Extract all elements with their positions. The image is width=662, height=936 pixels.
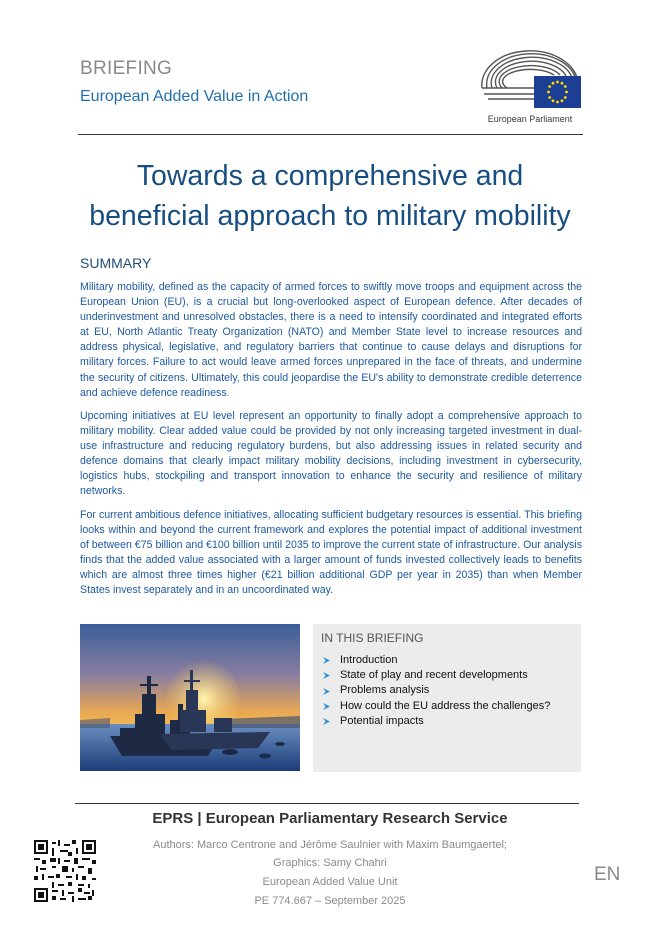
unit-line: European Added Value Unit <box>262 876 398 888</box>
reference-line: PE 774.667 – September 2025 <box>254 895 406 907</box>
summary-paragraph-3: For current ambitious defence initiatives, allocating sufficient budgetary resources is essential. This briefing looks within and beyond the current framework and explores the potential impact of additional investment of between €75 billion and €100 billion until 2035 to improve the current state of infrastructure. Our analysis finds that the added value associated with a larger amount of funds invested collectively leads to benefits which are almost three times higher (€21 billion additional GDP per year in 2035) than when Member States invest separately and in an uncoordinated way. <box>80 509 582 597</box>
footer-divider <box>75 803 579 804</box>
european-parliament-logo <box>478 50 582 110</box>
briefing-item[interactable] <box>322 714 550 729</box>
briefing-item-label: Potential impacts <box>340 714 424 727</box>
arrow-bullet-icon <box>322 656 331 665</box>
summary-paragraph-1: Military mobility, defined as the capacity of armed forces to swiftly move troops and equipment across the European Union (EU), is a crucial but long-overlooked aspect of European defence. After decades of underinvestment and unresolved obstacles, there is a need to intensify coordinated and integrated efforts at EU, North Atlantic Treaty Organization (NATO) and Member State level to increase resources and address physical, legislative, and regulatory barriers that continue to cause delays and disruptions for military forces. Failure to act would leave armed forces unprepared in the face of threats, and undermine the security of citizens. Ultimately, this could jeopardise the EU's ability to demonstrate credible deterrence and achieve defence readiness. <box>80 281 582 399</box>
arrow-bullet-icon <box>322 687 331 696</box>
briefing-item[interactable] <box>322 668 550 683</box>
header-divider <box>78 134 583 135</box>
in-this-briefing-list <box>322 653 550 729</box>
briefing-item-label: Introduction <box>340 654 398 666</box>
language-code: EN <box>594 864 621 885</box>
graphics-line: Graphics: Samy Chahri <box>273 857 387 869</box>
eprs-heading: EPRS | European Parliamentary Research Service <box>152 810 508 827</box>
briefing-item[interactable] <box>322 699 550 714</box>
european-parliament-logo-text: European Parliament <box>487 114 573 124</box>
page-title-line-1: Towards a comprehensive and <box>136 160 524 192</box>
qr-code-icon <box>34 840 96 902</box>
page-title-line-2: beneficial approach to military mobility <box>89 200 571 232</box>
briefing-item-label: State of play and recent developments <box>340 669 528 682</box>
summary-heading: SUMMARY <box>80 255 152 271</box>
document-type-label: BRIEFING <box>80 58 173 79</box>
arrow-bullet-icon <box>322 702 331 711</box>
briefing-item[interactable] <box>322 683 550 698</box>
arrow-bullet-icon <box>322 671 331 680</box>
in-this-briefing-title: IN THIS BRIEFING <box>321 631 424 645</box>
briefing-item-label: Problems analysis <box>340 684 430 697</box>
warships-sunset-photo <box>80 624 300 771</box>
briefing-item[interactable] <box>322 653 550 668</box>
summary-paragraph-2: Upcoming initiatives at EU level represent an opportunity to finally adopt a comprehensive approach to military mobility. Clear added value could be provided by not only increasing targeted investment in dual-use infrastructure and reducing regulatory burdens, but also addressing issues in related security and defence domains that clearly impact military mobility decisions, including investment in cybersecurity, logistics hubs, stockpiling and transport innovation to enhance the security and resilience of military networks. <box>80 410 582 498</box>
briefing-item-label: How could the EU address the challenges? <box>340 699 551 712</box>
series-label: European Added Value in Action <box>80 88 309 105</box>
authors-line: Authors: Marco Centrone and Jérôme Saulnier with Maxim Baumgaertel; <box>153 839 507 851</box>
page-title <box>60 156 600 236</box>
arrow-bullet-icon <box>322 717 331 726</box>
